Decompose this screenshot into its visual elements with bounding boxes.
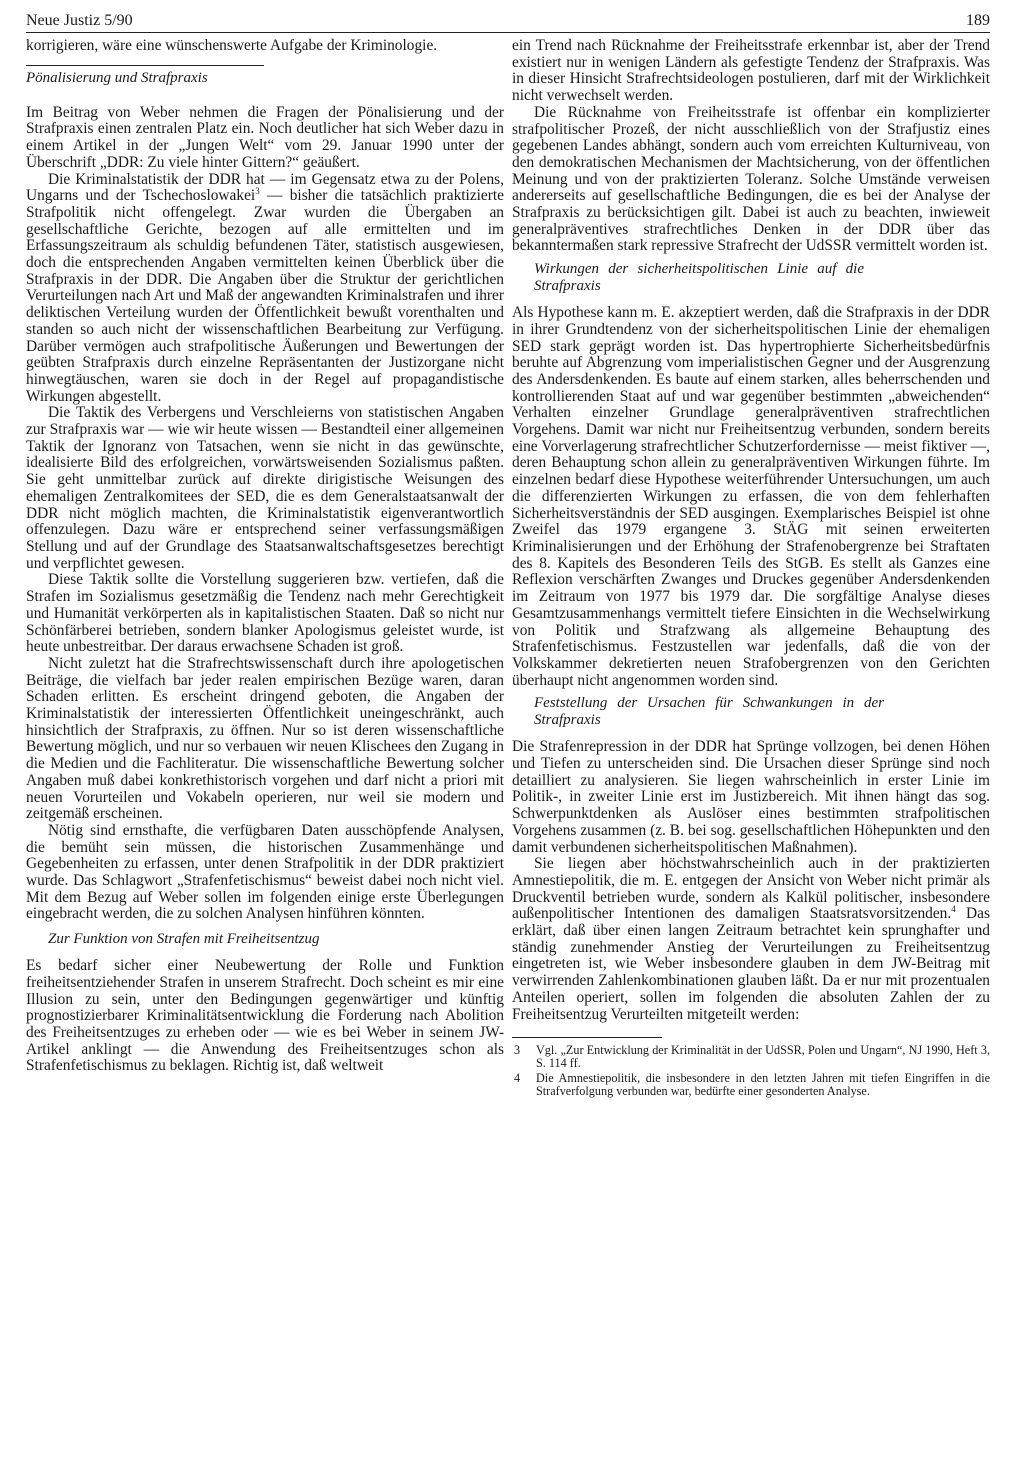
- paragraph: Es bedarf sicher einer Neubewertung der Rolle und Funktion freiheitsentziehender Strafen in unserem Strafrecht. Doch scheint es mir eine Illusion zu sein, unter den Bedingungen gegenwärtiger und künftig prognostizierbarer Kriminalitätsentwicklung die Forderung nach Abolition des Freiheitsentzuges zu erheben oder — wie es bei Weber in seinem JW-Artikel anklingt — die Anwendung des Freiheitsentzuges schon als Strafenfetischismus zu beklagen. Richtig ist, daß weltweit: [26, 957, 504, 1075]
- paragraph: Die Taktik des Verbergens und Verschleierns von statistischen Angaben zur Strafpraxis war — wie wir heute wissen — Bestandteil einer allgemeinen Taktik der Ignoranz von Tatsachen, wenn sie nicht in das gewünschte, idealisierte Bild des erfolgreichen, vorwärtsweisenden Sozialismus paßten. Sie geht unmittelbar zurück auf direkte dirigistische Weisungen des ehemaligen Zentralkomitees der SED, die es dem Generalstaatsanwalt der DDR nicht möglich machten, die Kriminalstatistik eigenverantwortlich offenzulegen. Dazu wäre er entsprechend seiner verfassungsmäßigen Stellung und auf der Grundlage des Staatsanwaltschaftsgesetzes berechtigt und verpflichtet gewesen.: [26, 404, 504, 572]
- paragraph: Im Beitrag von Weber nehmen die Fragen der Pönalisierung und der Strafpraxis einen zentralen Platz ein. Noch deutlicher hat sich Weber dazu in einem Artikel in der „Jungen Welt“ vom 29. Januar 1990 unter der Überschrift „DDR: Zu viele hinter Gittern?“ geäußert.: [26, 103, 504, 171]
- right-column: [512, 38, 990, 1099]
- paragraph: Die Rücknahme von Freiheitsstrafe ist offenbar ein komplizierter strafpolitischer Prozeß, der nicht ausschließlich von der Strafjustiz eines gegebenen Landes abhängt, sondern auch vom erreichten Kulturniveau, von den demokratischen Mechanismen der Machtsicherung, von der öffentlichen Meinung und von der praktizierten Toleranz. Solche Umstände verweisen andererseits auf gesellschaftliche Bedingungen, die es bei der Analyse der Strafpraxis zu berücksichtigen gilt. Dabei ist auch zu beachten, inwieweit generalpräventives strafrechtliches Denken in der DDR über das bekanntermaßen stark repressive Strafrecht der UdSSR vermittelt worden ist.: [512, 103, 990, 255]
- footnote: [512, 1072, 990, 1098]
- paragraph: Die Strafenrepression in der DDR hat Sprünge vollzogen, bei denen Höhen und Tiefen zu unterscheiden sind. Die Ursachen dieser Sprünge sind noch detailliert zu analysieren. Sie liegen wahrscheinlich in erster Linie im Politik-, in zweiter Linie erst im Justizbereich. Mit ihnen hängt das sog. Schwerpunktdenken als Auslöser eines bestimmten strafpolitischen Vorgehens zusammen (z. B. bei sog. gesellschaftlichen Höhepunkten und den damit verbundenen sicherheitspolitischen Maßnahmen).: [512, 738, 990, 856]
- section-heading: Feststellung der Ursachen für Schwankungen in der Strafpraxis: [534, 695, 884, 729]
- paragraph: Nötig sind ernsthafte, die verfügbaren Daten ausschöpfende Analysen, die bemüht sein müssen, die historischen Zusammenhänge und Gegebenheiten zu erfassen, unter denen Strafpolitik in der DDR praktiziert wurde. Das Schlagwort „Strafenfetischismus“ beweist dabei noch nicht viel. Mit dem Bezug auf Weber sollen im folgenden einige erste Überlegungen eingebracht werden, die zu solchen Analysen hinführen könnten.: [26, 821, 504, 923]
- page-number: 189: [966, 12, 990, 29]
- paragraph: Als Hypothese kann m. E. akzeptiert werden, daß die Strafpraxis in der DDR in ihrer Grundtendenz von der sicherheitspolitischen Linie der ehemaligen SED stark geprägt worden ist. Das hypertrophierte Sicherheitsbedürfnis beruhte auf Abgrenzung vom imperialistischen Gegner und der Ausgrenzung des Andersdenkenden. Es baute auf einem starken, alles beherrschenden und kontrollierenden Staat auf und war gegenüber bestimmten „abweichenden“ Verhalten einzelner Grundlage generalpräventiven strafrechtlichen Vorgehens. Damit war nicht nur Freiheitsentzug verbunden, sondern bereits eine Vorverlagerung strafrechtlicher Schutzerfordernisse — meist fiktiver —, deren Behauptung schon allein zu generalpräventiven Wirkungen führte. Im einzelnen bedarf diese Hypothese weiterführender Untersuchungen, um auch die differenzierten Wirkungen zu erfassen, die von dem fehlerhaften Sicherheitsverständnis der SED ausgingen. Exemplarisches Beispiel ist ohne Zweifel das 1979 ergangene 3. StÄG mit seinen erweiterten Kriminalisierungen und der Erhöhung der Strafenobergrenze bei Straftaten des 8. Kapitels des Besonderen Teils des StGB. Es stellt als Ganzes eine Reflexion verschärften Zwanges und Druckes gegenüber Andersdenkenden im Zeitraum von 1977 bis 1979 dar. Die sorgfältige Analyse dieses Gesamtzusammenhangs vermittelt tiefere Einsichten in die Wechselwirkung von Politik und Strafzwang als allgemeine Behauptung des Strafenfetischismus. Festzustellen war jedenfalls, daß die von der Volkskammer dekretierten neuen Strafobergrenzen von den Gerichten überhaupt nicht angenommen worden sind.: [512, 304, 990, 689]
- section-heading: Wirkungen der sicherheitspolitischen Linie auf die Strafpraxis: [534, 261, 864, 295]
- paragraph: korrigieren, wäre eine wünschenswerte Aufgabe der Kriminologie.: [26, 37, 438, 54]
- footnote-number: 3: [514, 1043, 521, 1058]
- paragraph: ein Trend nach Rücknahme der Freiheitsstrafe erkennbar ist, aber der Trend existiert nur in wenigen Ländern als gefestigte Tendenz der Strafpraxis. Was in dieser Hinsicht Strafrechtsideologen postulieren, darf mit der Wirklichkeit nicht verwechselt werden.: [512, 37, 990, 105]
- journal-title: Neue Justiz 5/90: [26, 12, 133, 29]
- section-heading: Pönalisierung und Strafpraxis: [26, 65, 264, 87]
- footnote-divider: [512, 1037, 662, 1038]
- paragraph: Die Kriminalstatistik der DDR hat — im Gegensatz etwa zu der Polens, Ungarns und der Tschechoslowakei$^3$ — bisher die tatsächlich praktizierte Strafpolitik nicht offengelegt. Zwar wurden die Übergaben an gesellschaftliche Gerichte, bezogen auf alle ermittelten und im Erfassungszeitraum als schuldig befundenen Täter, statistisch ausgewiesen, doch die entsprechenden Angaben vermittelten keinen Überblick über die Strafpraxis in der DDR. Die Angaben über die Struktur der gerichtlichen Verurteilungen nach Art und Maß der angewandten Kriminalstrafen und ihrer deliktischen Verteilung wurden der Öffentlichkeit bewußt vorenthalten und standen so auch nicht der wissenschaftlichen Bearbeitung zur Verfügung. Darüber vermögen auch strafpolitische Äußerungen und Bewertungen der geübten Strafpraxis durch einzelne Repräsentanten der Justizorgane nicht hinwegtäuschen, waren sie doch in der Regel auf propagandistische Wirkungen abgestellt.: [26, 170, 504, 405]
- footnote-number: 4: [514, 1070, 521, 1085]
- footnote: [512, 1044, 990, 1070]
- page-header: [26, 6, 990, 33]
- left-column: [26, 38, 504, 1075]
- footnote-text: Die Amnestiepolitik, die insbesondere in den letzten Jahren mit tiefen Eingriffen in die Strafverfolgung verbunden war, bedürfte einer gesonderten Analyse.: [536, 1070, 990, 1098]
- footnotes: [512, 1044, 990, 1098]
- paragraph: Nicht zuletzt hat die Strafrechtswissenschaft durch ihre apologetischen Beiträge, die vielfach bar jeder realen empirischen Bezüge waren, daran Schaden erlitten. Es erscheint dringend geboten, die Angaben der Kriminalstatistik der interessierten Öffentlichkeit uneingeschränkt, auch hinsichtlich der Strafpraxis, zu öffnen. Nur so ist deren wissenschaftliche Bewertung möglich, und nur so verbauen wir neuen Klischees den Zugang in die Medien und die Fachliteratur. Die wissenschaftliche Bewertung solcher Angaben muß dabei konkrethistorisch vorgehen und darf nicht a priori mit neuen Vorurteilen und Vokabeln operieren, nur weil sie modern und zeitgemäß erscheinen.: [26, 654, 504, 823]
- footnote-text: Vgl. „Zur Entwicklung der Kriminalität in der UdSSR, Polen und Ungarn“, NJ 1990, Heft 3, S. 114 ff.: [536, 1043, 990, 1071]
- footnote-ref: 3: [255, 186, 260, 197]
- paragraph: Diese Taktik sollte die Vorstellung suggerieren bzw. vertiefen, daß die Strafen im Sozialismus gesetzmäßig die Tendenz nach mehr Gerechtigkeit und Humanität verkörperten als in kapitalistischen Staaten. Daß so nicht nur Schönfärberei betrieben, sondern blanker Apologismus geleistet wurde, ist heute unbestreitbar. Der daraus erwachsene Schaden ist groß.: [26, 571, 504, 656]
- footnote-ref: 4: [951, 904, 956, 915]
- paragraph: Sie liegen aber höchstwahrscheinlich auch in der praktizierten Amnestiepolitik, die m. E. entgegen der Ansicht von Weber nicht primär als Druckventil betrieben wurde, sondern als Kalkül politischer, insbesondere außenpolitischer Intentionen des damaligen Staatsratsvorsitzenden.$^4$ Das erklärt, daß über einen langen Zeitraum betrachtet kein sprunghafter und ständig zunehmender Anstieg der Verurteilungen zu Freiheitsentzug eingetreten ist, wie Weber insbesondere glauben in dem JW-Beitrag mit verwirrenden Zahlenkombinationen glauben läßt. Da er nur mit prozentualen Anteilen operiert, sollen im folgenden die absoluten Zahlen der zu Freiheitsentzug Verurteilten mitgeteilt werden:: [512, 855, 990, 1023]
- section-heading: Zur Funktion von Strafen mit Freiheitsentzug: [48, 931, 320, 948]
